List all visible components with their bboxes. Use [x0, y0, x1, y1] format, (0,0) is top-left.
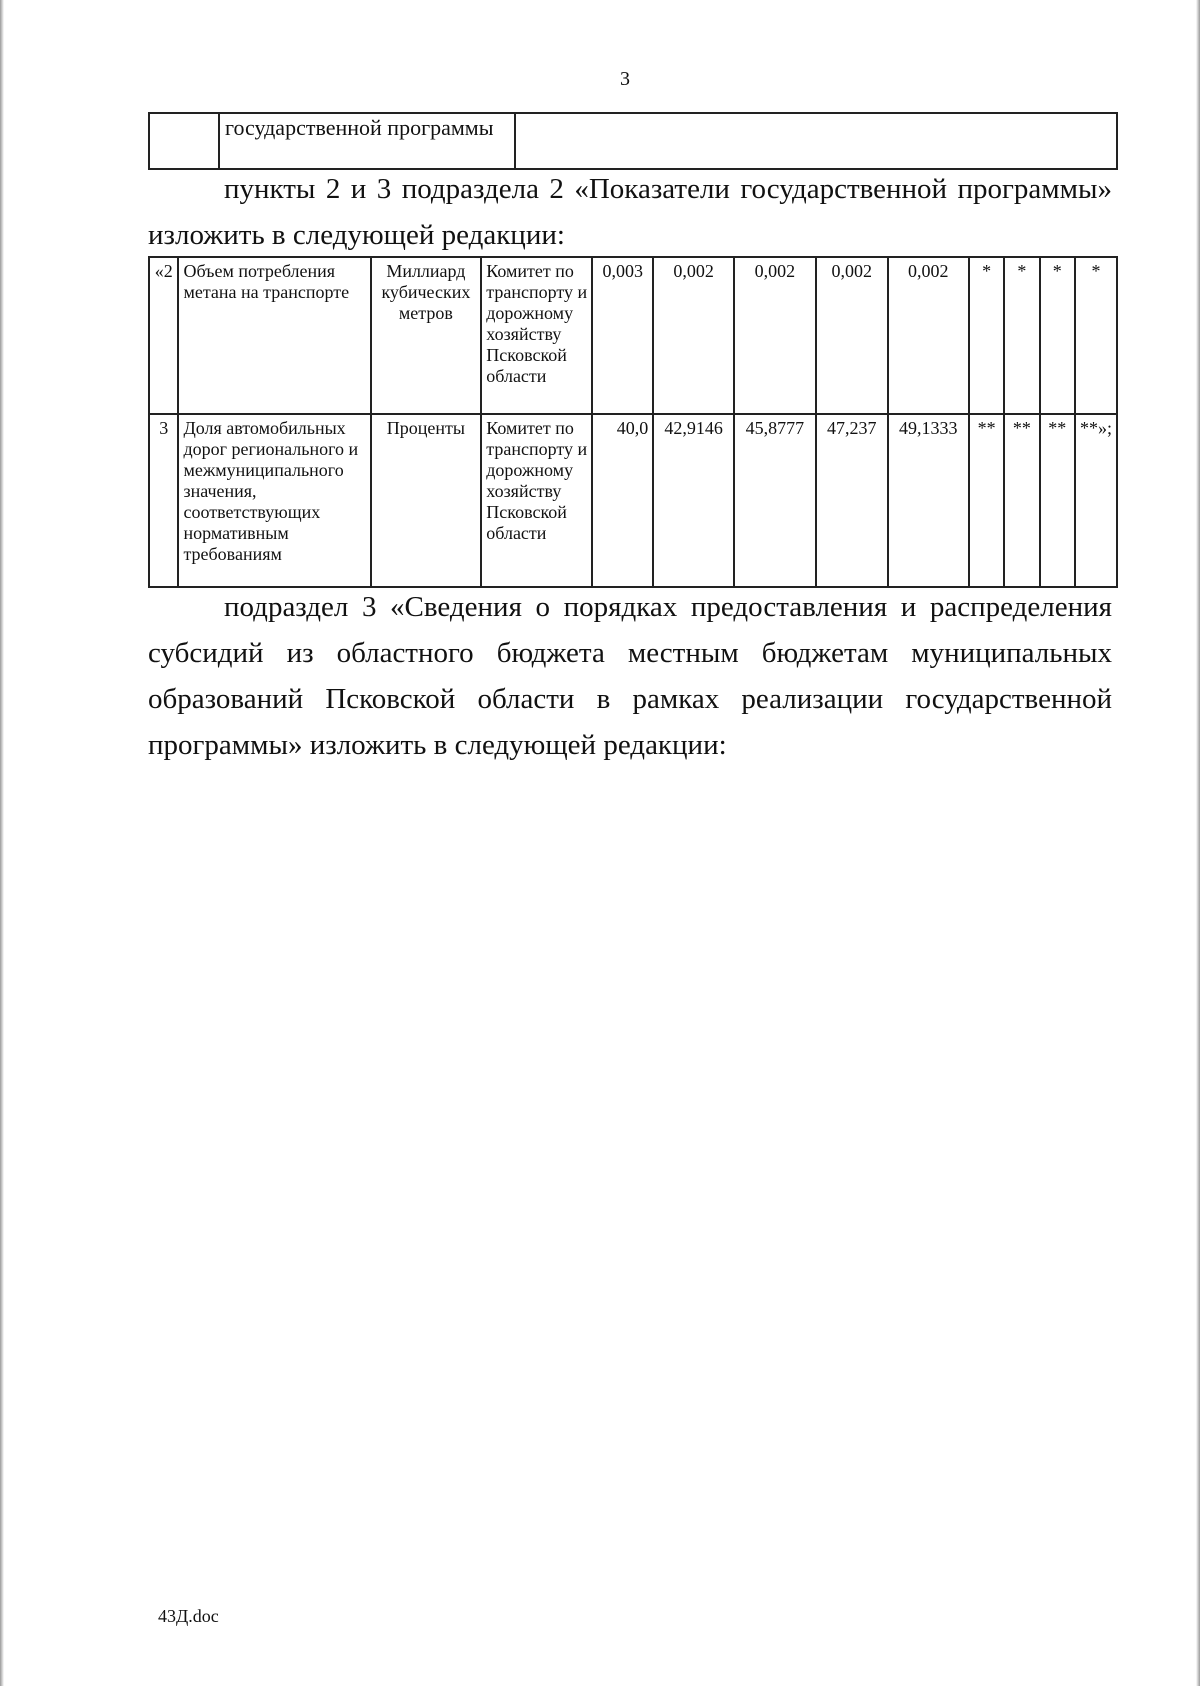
table-row	[149, 414, 1117, 587]
indicator-mark: *	[1004, 257, 1039, 414]
indicator-value: 0,002	[734, 257, 816, 414]
top-table	[148, 112, 1118, 170]
top-table-text-cell: государственной программы	[219, 113, 515, 169]
scan-edge-right	[1196, 0, 1200, 1686]
indicator-mark: *	[969, 257, 1004, 414]
indicator-mark: **	[969, 414, 1004, 587]
indicator-mark: **	[1040, 414, 1075, 587]
footer-file-name: 43Д.doc	[158, 1606, 219, 1626]
indicator-responsible: Комитет по транспорту и дорожному хозяйству Псковской области	[481, 257, 592, 414]
scan-edge-left	[0, 0, 4, 1686]
paragraph-2	[148, 584, 1112, 768]
paragraph-2-text: подраздел 3 «Сведения о порядках предоставления и распределения субсидий из областного бюджета местным бюджетам муниципальных образований Псковской области в рамках реализации государственной программы» изложить в следующей редакции:	[148, 591, 1112, 761]
indicator-value: 49,1333	[888, 414, 969, 587]
indicator-value: 40,0	[592, 414, 653, 587]
row-number: «2	[149, 257, 178, 414]
paragraph-1	[148, 166, 1112, 258]
page-number: 3	[620, 68, 630, 90]
top-table-empty-cell	[149, 113, 219, 169]
row-number: 3	[149, 414, 178, 587]
paragraph-1-text: пункты 2 и 3 подраздела 2 «Показатели государственной программы» изложить в следующей редакции:	[148, 173, 1112, 251]
indicators-table	[148, 256, 1118, 588]
indicator-value: 47,237	[816, 414, 888, 587]
indicator-value: 45,8777	[734, 414, 816, 587]
indicator-mark: *	[1075, 257, 1117, 414]
indicator-value: 42,9146	[653, 414, 734, 587]
indicator-value: 0,002	[653, 257, 734, 414]
indicator-value: 0,002	[888, 257, 969, 414]
indicator-unit: Миллиард кубических метров	[371, 257, 482, 414]
indicator-mark: **	[1004, 414, 1039, 587]
indicator-unit: Проценты	[371, 414, 482, 587]
indicator-responsible: Комитет по транспорту и дорожному хозяйству Псковской области	[481, 414, 592, 587]
table-row	[149, 257, 1117, 414]
top-table-right-cell	[515, 113, 1117, 169]
indicator-value: 0,002	[816, 257, 888, 414]
indicator-name: Доля автомобильных дорог регионального и межмуниципального значения, соответствующих нормативным требованиям	[178, 414, 370, 587]
indicator-mark: **»;	[1075, 414, 1117, 587]
indicator-value: 0,003	[592, 257, 653, 414]
indicator-mark: *	[1040, 257, 1075, 414]
indicator-name: Объем потребления метана на транспорте	[178, 257, 370, 414]
